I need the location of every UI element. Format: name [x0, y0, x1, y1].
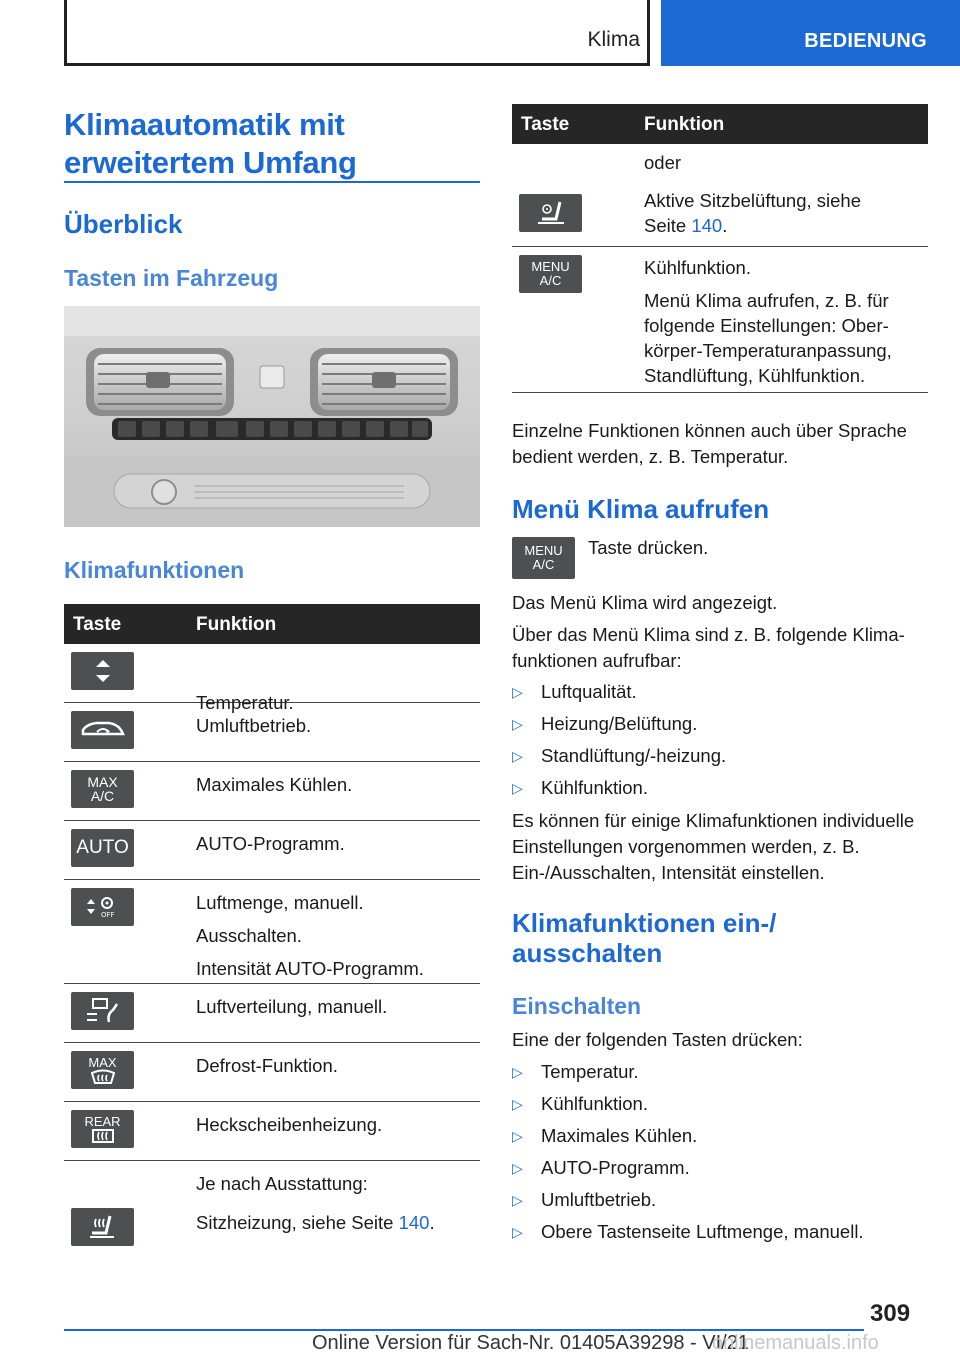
functions-table-continued — [512, 104, 928, 393]
row-text: Heckscheibenheizung. — [196, 1114, 383, 1135]
list-item: ▷ AUTO-Programm. — [512, 1155, 864, 1187]
header-section: Klima — [587, 28, 640, 51]
menu-outro: Es können für einige Klimafunktionen individuelle Einstellungen vorgenommen werden, z. B. Ein-/Ausschalten, Intensität einstellen. — [512, 810, 915, 883]
footer — [312, 1332, 879, 1355]
table-row — [64, 984, 480, 1043]
footer-rule — [64, 1329, 864, 1331]
row-text: Intensität AUTO-Programm. — [196, 958, 424, 979]
seat-ventilation-icon — [519, 194, 582, 232]
footer-watermark: onlinemanuals.info — [712, 1332, 879, 1354]
list-item: ▷ Heizung/Belüftung. — [512, 711, 726, 743]
max-ac-icon: MAX A/C — [71, 770, 134, 808]
table-row — [64, 821, 480, 880]
list-item: ▷ Luftqualität. — [512, 679, 726, 711]
on-intro: Eine der folgenden Tasten drücken: — [512, 1029, 803, 1050]
header-rule-left — [64, 0, 67, 66]
list-item: ▷ Standlüftung/-heizung. — [512, 743, 726, 775]
table-row — [64, 762, 480, 821]
table-row — [64, 880, 480, 984]
list-item: ▷ Temperatur. — [512, 1059, 864, 1091]
menu-ac-icon: MENU A/C — [512, 537, 575, 579]
heading-on: Einschalten — [512, 993, 642, 1019]
menu-ac-icon: MENU A/C — [519, 255, 582, 293]
list-item: ▷ Umluftbetrieb. — [512, 1187, 864, 1219]
defrost-icon — [71, 1051, 134, 1089]
heading-menu: Menü Klima aufrufen — [512, 494, 770, 524]
rear-key-label: REAR — [84, 1113, 121, 1129]
row-text-end: . — [722, 215, 728, 236]
heading-onoff: Klimafunktionen ein-/ ausschalten — [512, 908, 777, 968]
defrost-key-label: MAX — [88, 1054, 117, 1070]
row-text: Temperatur. — [196, 692, 294, 713]
table-row — [512, 247, 928, 393]
menu-shown: Das Menü Klima wird angezeigt. — [512, 592, 778, 613]
header-tab[interactable] — [661, 0, 960, 66]
row-text: Aktive Sitzbelüftung, siehe — [644, 190, 861, 211]
row-text: oder — [644, 152, 682, 173]
table-row — [512, 144, 928, 182]
table-header — [64, 604, 480, 644]
air-distribution-icon — [71, 992, 134, 1030]
row-text: Kühlfunktion. — [644, 257, 751, 278]
page-number: 309 — [870, 1300, 911, 1327]
functions-table — [64, 604, 480, 1261]
seat-heating-icon — [71, 1208, 134, 1246]
row-text: Maximales Kühlen. — [196, 774, 353, 795]
temperature-arrows-icon — [71, 652, 134, 690]
footer-text: Online Version für Sach-Nr. 01405A39298 - VI/21 — [312, 1332, 749, 1354]
menu-press: Taste drücken. — [588, 537, 709, 558]
on-list — [512, 1059, 864, 1251]
table-row — [64, 1102, 480, 1161]
row-text: Luftmenge, manuell. — [196, 892, 364, 913]
recirculation-car-icon — [71, 711, 134, 749]
menu-list — [512, 679, 726, 807]
svg-text:OFF: OFF — [100, 911, 115, 919]
row-text: Seite — [644, 215, 692, 236]
row-text: AUTO-Programm. — [196, 833, 345, 854]
title-rule — [64, 181, 480, 183]
table-row — [64, 1161, 480, 1261]
header-rule-bottom — [64, 63, 650, 66]
dashboard-photo — [64, 306, 480, 527]
auto-icon: AUTO — [71, 829, 134, 867]
header-tab-label: BEDIENUNG — [804, 30, 927, 52]
page-title: Klimaautomatik mit erweitertem Umfang — [64, 107, 357, 180]
table-row — [64, 644, 480, 713]
row-text: Luftverteilung, manuell. — [196, 996, 388, 1017]
heading-overview: Überblick — [64, 209, 183, 239]
row-text: Umluftbetrieb. — [196, 715, 312, 736]
heading-functions: Klimafunktionen — [64, 557, 245, 583]
table-row — [64, 1043, 480, 1102]
col-key: Taste — [521, 114, 570, 135]
menu-intro: Über das Menü Klima sind z. B. folgende Klima-funktionen aufrufbar: — [512, 624, 905, 671]
table-row — [64, 703, 480, 762]
row-text-end: . — [429, 1212, 435, 1233]
rear-defrost-icon — [71, 1110, 134, 1148]
table-header — [512, 104, 928, 144]
voice-note: Einzelne Funktionen können auch über Sprache bedient werden, z. B. Temperatur. — [512, 420, 907, 467]
page-link-140[interactable]: 140 — [691, 215, 723, 236]
table-row — [512, 182, 928, 247]
header-rule-right — [647, 0, 650, 66]
list-item: ▷ Obere Tastenseite Luftmenge, manuell. — [512, 1219, 864, 1251]
col-function: Funktion — [196, 614, 277, 635]
heading-buttons: Tasten im Fahrzeug — [64, 265, 279, 291]
row-text: Menü Klima aufrufen, z. B. für folgende Einstellungen: Ober-körper-Temperaturanpassung, Standlüftung, Kühlfunktion. — [644, 290, 892, 386]
row-text: Defrost-Funktion. — [196, 1055, 338, 1076]
col-key: Taste — [73, 614, 122, 635]
list-item: ▷ Kühlfunktion. — [512, 775, 726, 807]
row-text: Je nach Ausstattung: — [196, 1173, 368, 1194]
row-text: Ausschalten. — [196, 925, 302, 946]
page-link-140[interactable]: 140 — [398, 1212, 430, 1233]
list-item: ▷ Maximales Kühlen. — [512, 1123, 864, 1155]
col-function: Funktion — [644, 114, 725, 135]
row-text: Sitzheizung, siehe Seite — [196, 1212, 399, 1233]
list-item: ▷ Kühlfunktion. — [512, 1091, 864, 1123]
fan-off-icon — [71, 888, 134, 926]
